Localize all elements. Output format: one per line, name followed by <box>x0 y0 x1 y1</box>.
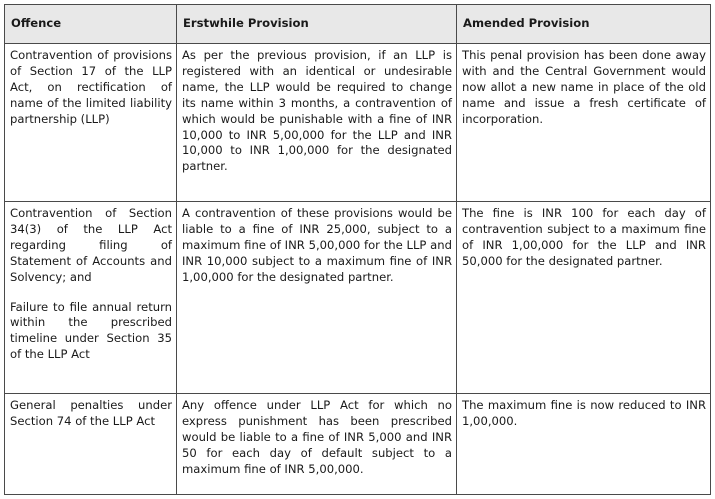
erstwhile-cell <box>177 202 457 394</box>
table-row <box>5 44 711 202</box>
erstwhile-text: Any offence under LLP Act for which no express punishment has been prescribed would be liable to a fine of INR 5,000 and INR 50 for each day of default subject to a maximum fine of INR 5,00,000. <box>182 398 452 476</box>
provisions-table <box>4 4 711 495</box>
header-row <box>5 5 711 44</box>
erstwhile-text: A contravention of these provisions would be liable to a fine of INR 25,000, subject to a maximum fine of INR 5,00,000 for the LLP and INR 10,000 subject to a maximum fine of INR 1,00,000 for the designated partner. <box>182 206 452 284</box>
erstwhile-cell <box>177 394 457 495</box>
offence-text: Contravention of provisions of Section 17 of the LLP Act, on rectification of name of the limited liability partnership (LLP) <box>10 48 172 126</box>
header-erstwhile-provision: Erstwhile Provision <box>177 5 457 44</box>
offence-text: Contravention of Section 34(3) of the LLP Act regarding filing of Statement of Accounts and Solvency; and <box>10 206 172 284</box>
header-offence: Offence <box>5 5 177 44</box>
offence-cell <box>5 394 177 495</box>
offence-cell <box>5 44 177 202</box>
erstwhile-text: As per the previous provision, if an LLP is registered with an identical or undesirable name, the LLP would be required to change its name within 3 months, a contravention of which would be punishable with a fine of INR 10,000 to INR 5,00,000 for the LLP and INR 10,000 to INR 1,00,000 for the designated partner. <box>182 48 452 174</box>
amended-cell <box>457 202 711 394</box>
header-amended-provision: Amended Provision <box>457 5 711 44</box>
amended-text: The maximum fine is now reduced to INR 1,00,000. <box>462 398 706 428</box>
table-row <box>5 202 711 394</box>
offence-text: General penalties under Section 74 of the LLP Act <box>10 398 172 428</box>
amended-cell <box>457 394 711 495</box>
offence-cell <box>5 202 177 394</box>
amended-text: The fine is INR 100 for each day of contravention subject to a maximum fine of INR 1,00,000 for the LLP and INR 50,000 for the designated partner. <box>462 206 706 268</box>
erstwhile-cell <box>177 44 457 202</box>
amended-text: This penal provision has been done away with and the Central Government would now allot a new name in place of the old name and issue a fresh certificate of incorporation. <box>462 48 706 126</box>
amended-cell <box>457 44 711 202</box>
table-row <box>5 394 711 495</box>
offence-text: Failure to file annual return within the prescribed timeline under Section 35 of the LLP Act <box>10 299 172 362</box>
